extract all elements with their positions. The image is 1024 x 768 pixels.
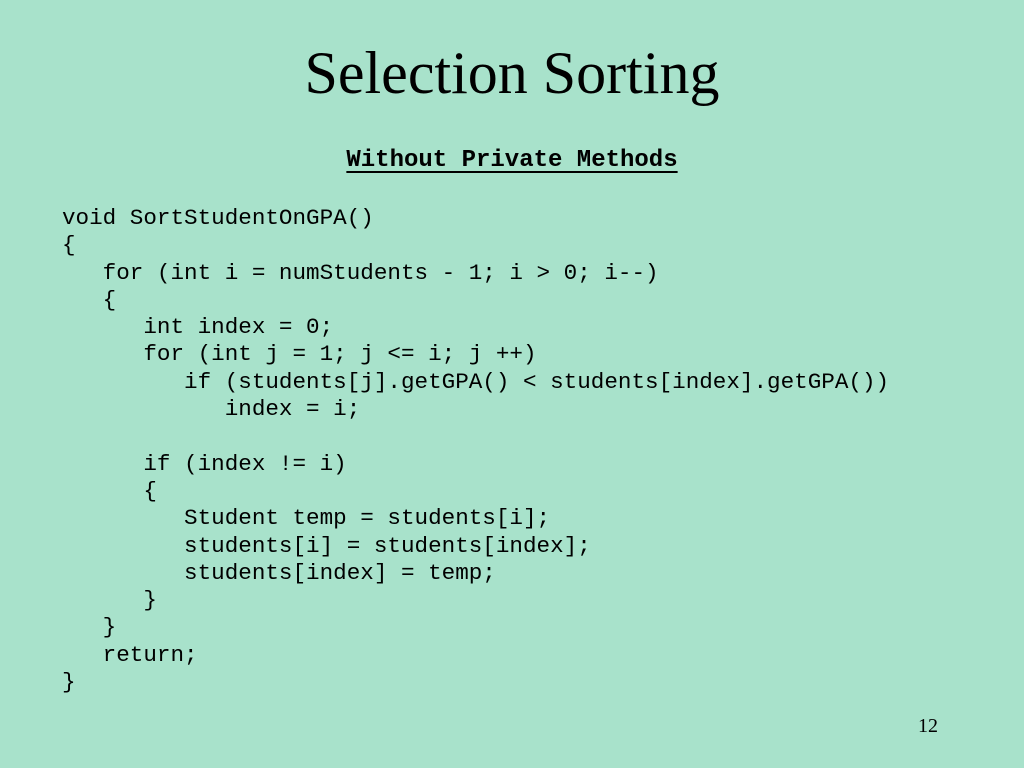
code-line: for (int i = numStudents - 1; i > 0; i--)	[62, 259, 659, 286]
code-line: {	[62, 232, 76, 259]
code-line: index = i;	[62, 396, 361, 423]
code-line: if (students[j].getGPA() < students[index].getGPA())	[62, 368, 890, 395]
code-line: if (index != i)	[62, 450, 347, 477]
code-line: students[i] = students[index];	[62, 532, 591, 559]
code-line: }	[62, 614, 117, 641]
code-line: for (int j = 1; j <= i; j ++)	[62, 341, 537, 368]
code-line: void SortStudentOnGPA()	[62, 205, 374, 231]
code-line: {	[62, 477, 157, 504]
code-block	[62, 205, 889, 696]
code-line: }	[62, 587, 157, 614]
code-line: int index = 0;	[62, 314, 334, 341]
code-line: }	[62, 669, 76, 696]
page-number: 12	[918, 715, 938, 737]
subtitle-container	[0, 146, 1024, 176]
code-line: Student temp = students[i];	[62, 505, 551, 532]
code-line: return;	[62, 641, 198, 668]
code-line	[62, 423, 889, 450]
slide-title: Selection Sorting	[304, 40, 720, 106]
code-line: {	[62, 286, 117, 313]
code-line: students[index] = temp;	[62, 559, 496, 586]
slide-subtitle: Without Private Methods	[346, 147, 678, 174]
